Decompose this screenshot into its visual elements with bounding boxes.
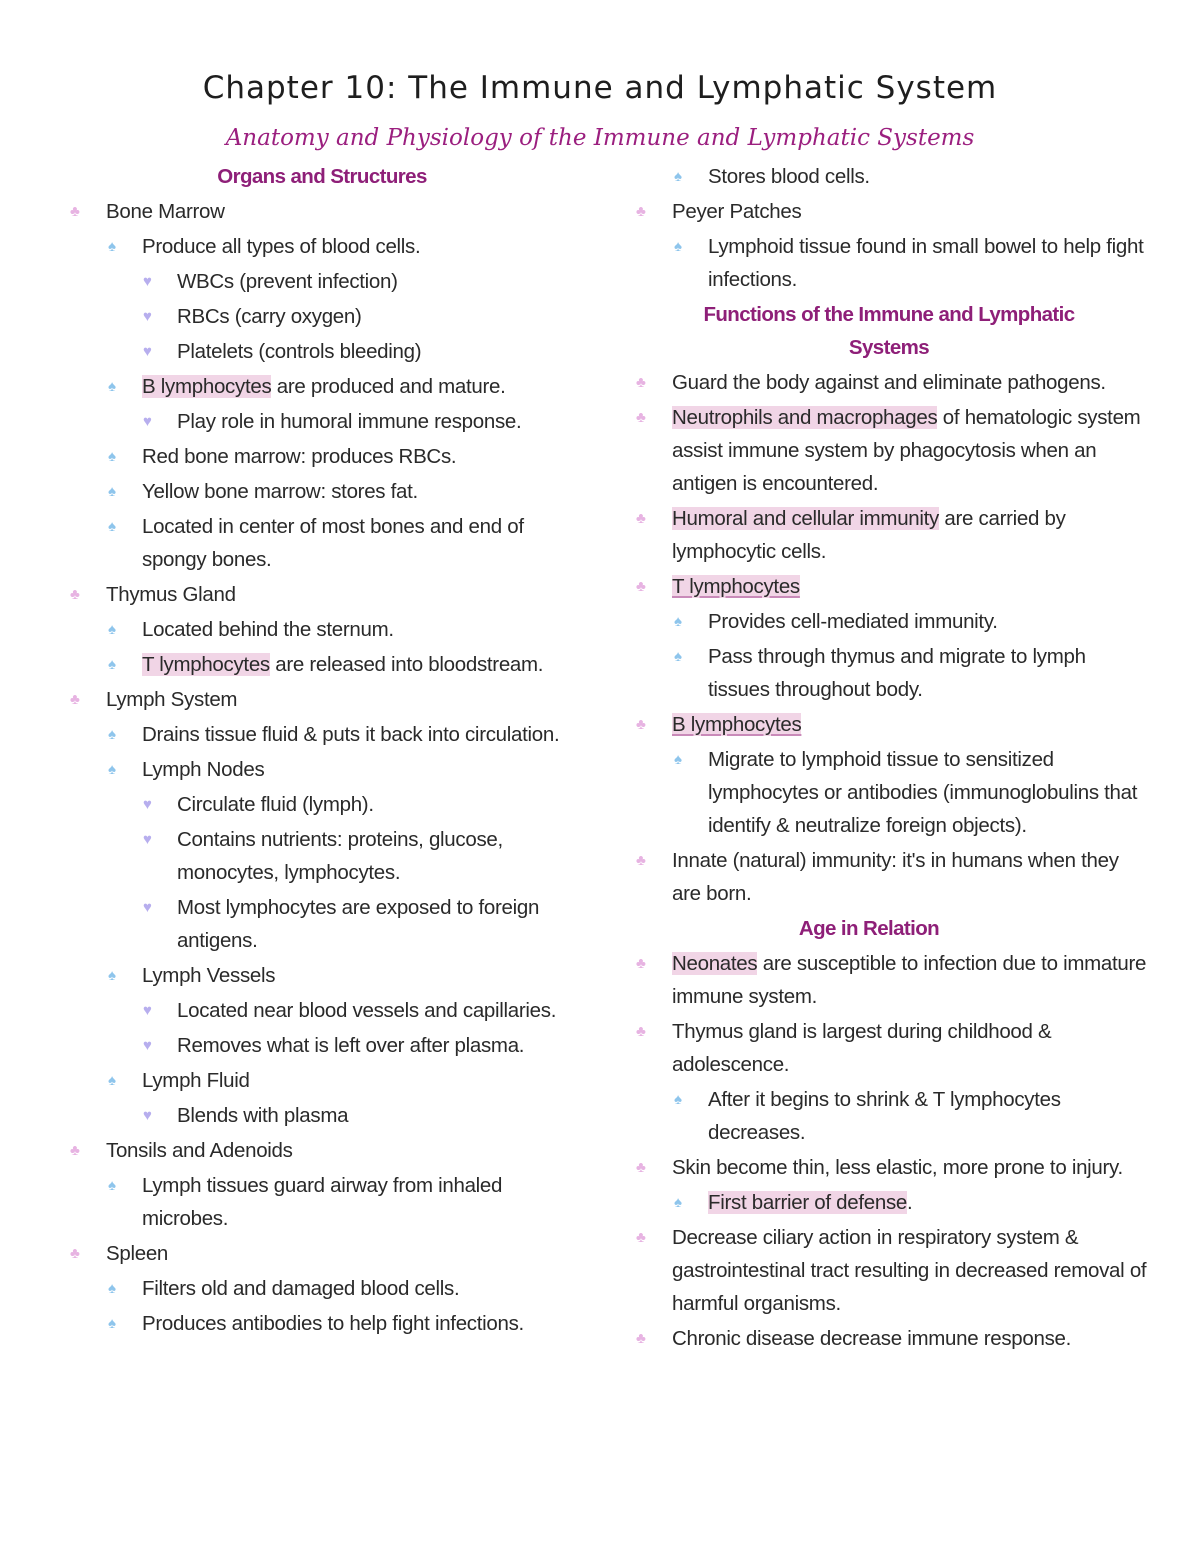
club-bullet-icon: ♣: [636, 1159, 646, 1176]
spade-bullet-icon: ♠: [108, 448, 116, 465]
highlighted-term: First barrier of defense: [708, 1191, 908, 1214]
spade-bullet-icon: ♠: [108, 378, 116, 395]
spade-bullet-icon: ♠: [674, 238, 682, 255]
list-item: ♥ Most lymphocytes are exposed to foreign antigens.: [62, 891, 582, 959]
right-column: [628, 160, 1150, 1357]
club-bullet-icon: ♣: [70, 1142, 80, 1159]
list-item: ♣ Thymus Gland: [62, 578, 582, 613]
club-bullet-icon: ♣: [70, 1245, 80, 1262]
highlighted-term: B lymphocytes: [142, 375, 272, 398]
list-item: ♠ Red bone marrow: produces RBCs.: [62, 440, 582, 475]
list-item: ♣ Guard the body against and eliminate pathogens.: [628, 366, 1150, 401]
heart-bullet-icon: ♥: [143, 1002, 152, 1019]
list-item: ♠ Pass through thymus and migrate to lymph tissues throughout body.: [628, 640, 1150, 708]
list-item: ♠ Drains tissue fluid & puts it back into circulation.: [62, 718, 582, 753]
list-item: ♣ Peyer Patches: [628, 195, 1150, 230]
list-item: ♥ Circulate fluid (lymph).: [62, 788, 582, 823]
list-item: ♠ Produces antibodies to help fight infections.: [62, 1307, 582, 1342]
list-item: ♠ Produce all types of blood cells.: [62, 230, 582, 265]
list-item: ♠ Provides cell-mediated immunity.: [628, 605, 1150, 640]
list-item: ♣ Chronic disease decrease immune response.: [628, 1322, 1150, 1357]
club-bullet-icon: ♣: [636, 510, 646, 527]
heart-bullet-icon: ♥: [143, 308, 152, 325]
spade-bullet-icon: ♠: [108, 761, 116, 778]
list-item: ♠ T lymphocytes are released into bloodstream.: [62, 648, 582, 683]
club-bullet-icon: ♣: [70, 691, 80, 708]
spade-bullet-icon: ♠: [108, 726, 116, 743]
list-item: [628, 708, 1150, 743]
list-item: ♥ Removes what is left over after plasma.: [62, 1029, 582, 1064]
spade-bullet-icon: ♠: [108, 1280, 116, 1297]
section-heading-functions: Functions of the Immune and Lymphatic Systems: [703, 303, 1075, 359]
spade-bullet-icon: ♠: [108, 967, 116, 984]
club-bullet-icon: ♣: [636, 578, 646, 595]
list-item: ♣ Neonates are susceptible to infection due to immature immune system.: [628, 947, 1150, 1015]
list-item: ♥ RBCs (carry oxygen): [62, 300, 582, 335]
list-item: ♠ Stores blood cells.: [628, 160, 1150, 195]
list-item: ♣ Decrease ciliary action in respiratory system & gastrointestinal tract resulting in decreased removal of harmful organisms.: [628, 1221, 1150, 1322]
list-item: ♥ WBCs (prevent infection): [62, 265, 582, 300]
highlighted-term: T lymphocytes: [672, 575, 800, 598]
list-item: ♣ Tonsils and Adenoids: [62, 1134, 582, 1169]
club-bullet-icon: ♣: [636, 1229, 646, 1246]
highlighted-term: B lymphocytes: [672, 713, 802, 736]
list-item: ♠ Lymph Vessels: [62, 959, 582, 994]
spade-bullet-icon: ♠: [108, 518, 116, 535]
heart-bullet-icon: ♥: [143, 273, 152, 290]
list-item: ♥ Contains nutrients: proteins, glucose, monocytes, lymphocytes.: [62, 823, 582, 891]
spade-bullet-icon: ♠: [108, 1072, 116, 1089]
list-item: ♠ Lymph Nodes: [62, 753, 582, 788]
page-title: Chapter 10: The Immune and Lymphatic System: [202, 70, 998, 106]
spade-bullet-icon: ♠: [108, 1177, 116, 1194]
list-item: ♠ After it begins to shrink & T lymphocytes decreases.: [628, 1083, 1150, 1151]
highlighted-term: Neutrophils and macrophages: [672, 406, 938, 429]
spade-bullet-icon: ♠: [674, 613, 682, 630]
spade-bullet-icon: ♠: [108, 621, 116, 638]
club-bullet-icon: ♣: [636, 716, 646, 733]
page-subtitle: Anatomy and Physiology of the Immune and Lymphatic Systems: [225, 125, 975, 151]
list-item: ♠ Lymph tissues guard airway from inhaled microbes.: [62, 1169, 582, 1237]
list-item: ♣ Lymph System: [62, 683, 582, 718]
list-item: ♠ Migrate to lymphoid tissue to sensitized lymphocytes or antibodies (immunoglobulins that identify & neutralize foreign objects).: [628, 743, 1150, 844]
club-bullet-icon: ♣: [636, 1330, 646, 1347]
spade-bullet-icon: ♠: [108, 238, 116, 255]
list-item: ♠ Lymph Fluid: [62, 1064, 582, 1099]
list-item: ♠ Located in center of most bones and end of spongy bones.: [62, 510, 582, 578]
heart-bullet-icon: ♥: [143, 413, 152, 430]
club-bullet-icon: ♣: [70, 203, 80, 220]
list-item: ♠ Filters old and damaged blood cells.: [62, 1272, 582, 1307]
list-item: ♣ Bone Marrow: [62, 195, 582, 230]
section-heading-age: Age in Relation: [798, 917, 940, 940]
spade-bullet-icon: ♠: [674, 751, 682, 768]
highlighted-term: Humoral and cellular immunity: [672, 507, 940, 530]
list-item: ♠ B lymphocytes are produced and mature.: [62, 370, 582, 405]
section-heading-organs: Organs and Structures: [217, 165, 427, 188]
list-item: ♠ Lymphoid tissue found in small bowel to help fight infections.: [628, 230, 1150, 298]
club-bullet-icon: ♣: [636, 852, 646, 869]
heart-bullet-icon: ♥: [143, 1107, 152, 1124]
list-item: ♠ Located behind the sternum.: [62, 613, 582, 648]
list-item: ♣ Thymus gland is largest during childhood & adolescence.: [628, 1015, 1150, 1083]
club-bullet-icon: ♣: [636, 374, 646, 391]
spade-bullet-icon: ♠: [108, 656, 116, 673]
list-item: ♠ First barrier of defense.: [628, 1186, 1150, 1221]
highlighted-term: Neonates: [672, 952, 758, 975]
club-bullet-icon: ♣: [636, 409, 646, 426]
list-item: ♥ Located near blood vessels and capillaries.: [62, 994, 582, 1029]
heart-bullet-icon: ♥: [143, 1037, 152, 1054]
list-item: ♣ Spleen: [62, 1237, 582, 1272]
spade-bullet-icon: ♠: [674, 648, 682, 665]
heart-bullet-icon: ♥: [143, 796, 152, 813]
heart-bullet-icon: ♥: [143, 831, 152, 848]
club-bullet-icon: ♣: [70, 586, 80, 603]
spade-bullet-icon: ♠: [674, 1194, 682, 1211]
spade-bullet-icon: ♠: [108, 1315, 116, 1332]
list-item: ♥ Play role in humoral immune response.: [62, 405, 582, 440]
left-column: [62, 160, 582, 1342]
list-item: ♣ Innate (natural) immunity: it's in humans when they are born.: [628, 844, 1150, 912]
highlighted-term: T lymphocytes: [142, 653, 270, 676]
list-item: ♠ Yellow bone marrow: stores fat.: [62, 475, 582, 510]
list-item: ♥ Platelets (controls bleeding): [62, 335, 582, 370]
list-item: ♥ Blends with plasma: [62, 1099, 582, 1134]
list-item: ♣ Neutrophils and macrophages of hematologic system assist immune system by phagocytosis when an antigen is encountered.: [628, 401, 1150, 502]
spade-bullet-icon: ♠: [674, 168, 682, 185]
heart-bullet-icon: ♥: [143, 899, 152, 916]
club-bullet-icon: ♣: [636, 1023, 646, 1040]
club-bullet-icon: ♣: [636, 203, 646, 220]
list-item: [628, 570, 1150, 605]
list-item: ♣ Humoral and cellular immunity are carried by lymphocytic cells.: [628, 502, 1150, 570]
spade-bullet-icon: ♠: [108, 483, 116, 500]
club-bullet-icon: ♣: [636, 955, 646, 972]
list-item: ♣ Skin become thin, less elastic, more prone to injury.: [628, 1151, 1150, 1186]
heart-bullet-icon: ♥: [143, 343, 152, 360]
spade-bullet-icon: ♠: [674, 1091, 682, 1108]
